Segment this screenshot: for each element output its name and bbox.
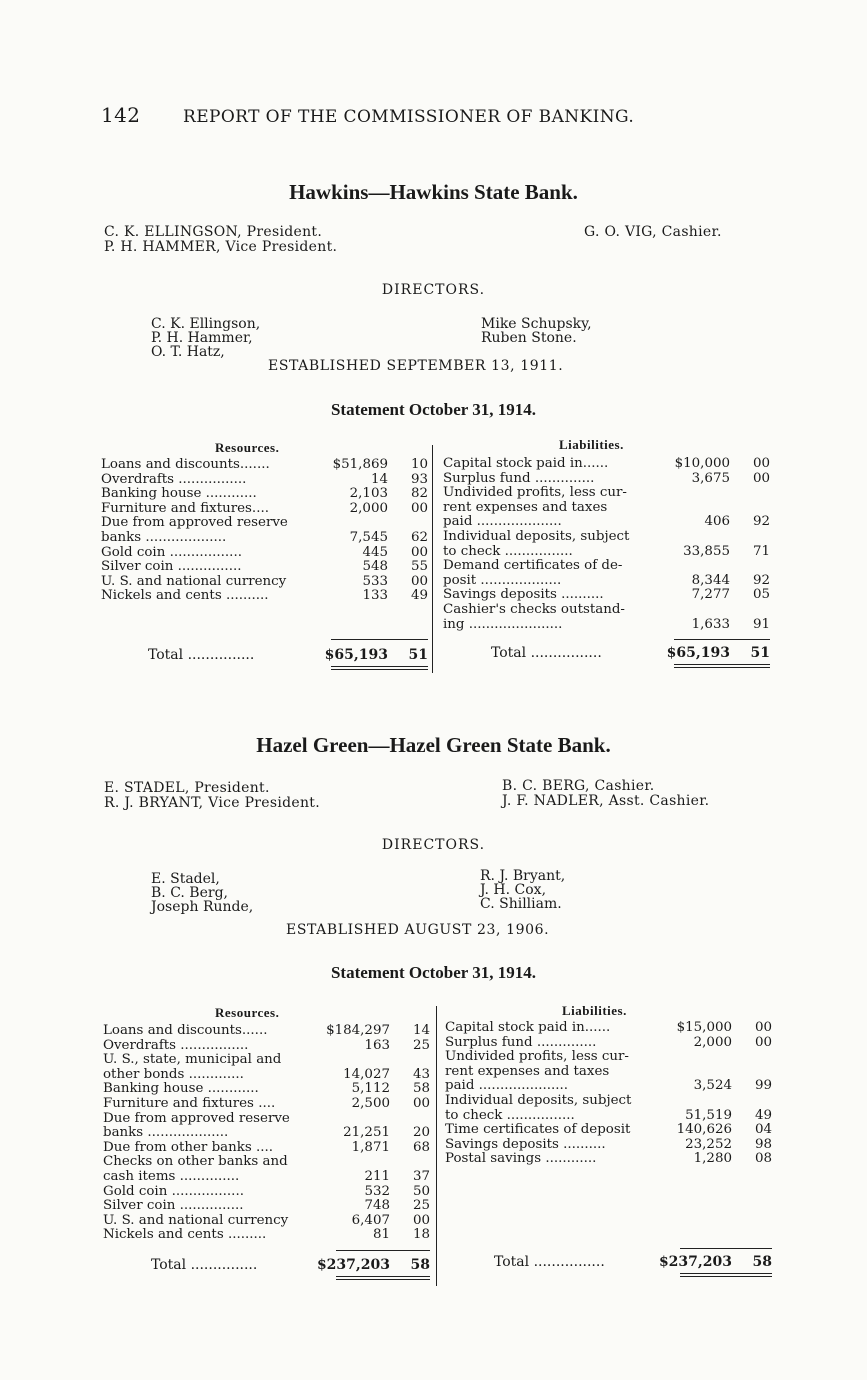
row-label: Silver coin ............... [101, 559, 242, 575]
officers-right [584, 225, 722, 240]
statement-row [445, 1036, 772, 1051]
row-cents: 43 [412, 1066, 430, 1082]
total-double-rule [680, 1273, 772, 1277]
row-label: Savings deposits .......... [445, 1136, 606, 1152]
statement-row [103, 1068, 430, 1083]
statement-row [103, 1097, 430, 1112]
row-label: ing ...................... [443, 616, 563, 632]
row-label: Silver coin ............... [103, 1198, 244, 1214]
row-cents: 92 [752, 514, 770, 530]
row-cents: 49 [754, 1107, 772, 1123]
statement-row [443, 472, 770, 487]
row-label: Gold coin ................. [103, 1183, 244, 1199]
page-number: 142 [101, 103, 141, 127]
statement-row [443, 457, 770, 472]
statement-row [101, 575, 428, 590]
officer: R. J. BRYANT, Vice President. [104, 795, 320, 811]
row-amount: $10,000 [674, 456, 730, 471]
resources-table [103, 1024, 430, 1243]
established-date: ESTABLISHED SEPTEMBER 13, 1911. [268, 358, 564, 374]
row-label: Postal savings ............ [445, 1151, 597, 1167]
row-label: Nickels and cents .......... [101, 588, 269, 604]
row-cents: 93 [410, 471, 428, 487]
row-cents: 91 [752, 616, 770, 632]
statement-row [103, 1155, 430, 1170]
row-amount: $184,297 [326, 1023, 390, 1038]
statement-row [443, 515, 770, 530]
director-name: C. K. Ellingson, [151, 316, 261, 332]
statement-row [103, 1141, 430, 1156]
director-name: Ruben Stone. [481, 330, 577, 346]
resources-table [101, 458, 428, 604]
statement-row [103, 1199, 430, 1214]
statement-row [443, 574, 770, 589]
row-label: to check ................ [443, 543, 573, 559]
total-cents: 51 [750, 645, 770, 661]
statement-row [443, 501, 770, 516]
statement-row [101, 502, 428, 517]
statement-row [101, 531, 428, 546]
statement-heading: Statement October 31, 1914. [330, 400, 537, 419]
statement-row [445, 1138, 772, 1153]
report-title: REPORT OF THE COMMISSIONER OF BANKING. [183, 107, 635, 127]
total-row [148, 647, 428, 663]
subtotal-rule [680, 1248, 772, 1249]
statement-heading: Statement October 31, 1914. [330, 963, 537, 982]
statement-row [445, 1079, 772, 1094]
officer: G. O. VIG, Cashier. [584, 224, 722, 240]
row-label: Cashier's checks outstand- [443, 601, 625, 617]
row-label: Checks on other banks and [103, 1154, 288, 1170]
total-label: Total ................ [494, 1254, 605, 1270]
row-cents: 00 [412, 1212, 430, 1228]
row-amount: 2,500 [351, 1095, 390, 1111]
row-label: cash items .............. [103, 1168, 240, 1184]
total-cents: 51 [408, 647, 428, 663]
established-date: ESTABLISHED AUGUST 23, 1906. [286, 922, 550, 938]
row-label: Individual deposits, subject [445, 1092, 632, 1108]
statement-row [101, 589, 428, 604]
row-label: Banking house ............ [101, 486, 257, 502]
statement-row [443, 559, 770, 574]
row-cents: 00 [752, 470, 770, 486]
director-name: E. Stadel, [151, 871, 220, 887]
row-cents: 14 [412, 1023, 430, 1038]
directors-left [151, 317, 260, 359]
row-label: Time certificates of deposit [445, 1122, 631, 1138]
officer: B. C. BERG, Cashier. [502, 778, 655, 794]
row-label: to check ................ [445, 1107, 575, 1123]
liabilities-table [445, 1021, 772, 1167]
row-amount: 406 [704, 514, 730, 530]
row-amount: 3,524 [693, 1078, 732, 1094]
statement-row [443, 530, 770, 545]
director-name: P. H. Hammer, [151, 330, 253, 346]
statement-row [103, 1126, 430, 1141]
statement-row [103, 1228, 430, 1243]
row-cents: 25 [412, 1037, 430, 1053]
officers-right [502, 779, 709, 809]
liabilities-heading: Liabilities. [562, 1003, 627, 1018]
total-row [491, 645, 770, 661]
statement-row [445, 1021, 772, 1036]
total-label: Total ................ [491, 645, 602, 661]
row-cents: 49 [410, 588, 428, 604]
liabilities-heading: Liabilities. [559, 437, 624, 452]
row-amount: 14,027 [343, 1066, 390, 1082]
total-amount: $237,203 [316, 1257, 390, 1273]
row-label: Overdrafts ................ [103, 1037, 249, 1053]
row-cents: 58 [412, 1081, 430, 1097]
row-cents: 98 [754, 1136, 772, 1152]
total-amount: $237,203 [658, 1254, 732, 1270]
statement-row [445, 1050, 772, 1065]
statement-row [103, 1082, 430, 1097]
statement-row [443, 486, 770, 501]
row-cents: 25 [412, 1198, 430, 1214]
row-cents: 18 [412, 1227, 430, 1243]
row-amount: 33,855 [683, 543, 730, 559]
row-amount: 6,407 [351, 1212, 390, 1228]
row-amount: 7,545 [349, 529, 388, 545]
total-double-rule [331, 666, 428, 670]
row-label: Surplus fund .............. [445, 1034, 597, 1050]
row-cents: 00 [412, 1095, 430, 1111]
row-amount: $15,000 [676, 1020, 732, 1035]
statement-row [103, 1039, 430, 1054]
row-amount: 133 [362, 588, 388, 604]
row-cents: 05 [752, 587, 770, 603]
row-cents: 10 [410, 457, 428, 472]
row-label: Overdrafts ................ [101, 471, 247, 487]
statement-row [443, 588, 770, 603]
row-amount: 1,633 [691, 616, 730, 632]
statement-row [103, 1214, 430, 1229]
row-amount: 211 [364, 1168, 390, 1184]
row-label: Savings deposits .......... [443, 587, 604, 603]
row-cents: 71 [752, 543, 770, 559]
total-row [151, 1257, 430, 1273]
statement-row [103, 1053, 430, 1068]
officer: J. F. NADLER, Asst. Cashier. [502, 793, 710, 809]
statement-row [101, 487, 428, 502]
row-label: U. S. and national currency [101, 573, 287, 589]
row-label: Due from approved reserve [103, 1110, 290, 1126]
row-amount: 163 [364, 1037, 390, 1053]
row-label: banks ................... [103, 1125, 229, 1141]
row-label: Undivided profits, less cur- [443, 485, 627, 501]
total-cents: 58 [752, 1254, 772, 1270]
row-amount: 533 [362, 573, 388, 589]
directors-right [480, 869, 565, 911]
total-amount: $65,193 [666, 645, 730, 661]
statement-row [445, 1152, 772, 1167]
row-amount: 1,871 [351, 1139, 390, 1155]
row-amount: 14 [370, 471, 388, 487]
statement-row [101, 473, 428, 488]
row-cents: 82 [410, 486, 428, 502]
row-label: Due from approved reserve [101, 515, 288, 531]
row-label: Undivided profits, less cur- [445, 1049, 629, 1065]
row-cents: 55 [410, 559, 428, 575]
officer: E. STADEL, President. [104, 780, 270, 796]
resources-heading: Resources. [215, 440, 280, 455]
row-cents: 04 [754, 1122, 772, 1138]
page-header [101, 103, 701, 127]
row-cents: 20 [412, 1125, 430, 1141]
statement-row [445, 1109, 772, 1124]
statement-row [103, 1185, 430, 1200]
row-cents: 00 [410, 544, 428, 560]
row-amount: 23,252 [685, 1136, 732, 1152]
bank-title: Hazel Green—Hazel Green State Bank. [256, 733, 611, 757]
row-amount: 532 [364, 1183, 390, 1199]
row-cents: 50 [412, 1183, 430, 1199]
row-amount: 2,000 [693, 1034, 732, 1050]
row-amount: 3,675 [691, 470, 730, 486]
subtotal-rule [336, 1250, 430, 1251]
column-divider [432, 445, 433, 673]
statement-row [445, 1094, 772, 1109]
officers-left [104, 225, 337, 255]
statement-row [101, 458, 428, 473]
row-label: Gold coin ................. [101, 544, 242, 560]
row-cents: 00 [754, 1034, 772, 1050]
row-label: Capital stock paid in...... [445, 1020, 611, 1035]
row-label: U. S. and national currency [103, 1212, 289, 1228]
director-name: C. Shilliam. [480, 896, 562, 912]
row-amount: 81 [372, 1227, 390, 1243]
row-label: banks ................... [101, 529, 227, 545]
officer: P. H. HAMMER, Vice President. [104, 239, 338, 255]
directors-left [151, 872, 253, 914]
row-amount: 7,277 [691, 587, 730, 603]
directors-right [481, 317, 592, 345]
row-amount: 2,103 [349, 486, 388, 502]
row-label: Furniture and fixtures .... [103, 1095, 276, 1111]
row-cents: 08 [754, 1151, 772, 1167]
director-name: O. T. Hatz, [151, 344, 225, 360]
subtotal-rule [331, 639, 428, 640]
row-amount: 548 [362, 559, 388, 575]
statement-row [103, 1024, 430, 1039]
row-label: posit ................... [443, 572, 562, 588]
statement-row [101, 546, 428, 561]
total-row [494, 1254, 772, 1270]
director-name: J. H. Cox, [480, 882, 547, 898]
total-label: Total ............... [151, 1257, 258, 1273]
row-label: paid ..................... [445, 1078, 569, 1094]
row-cents: 68 [412, 1139, 430, 1155]
director-name: Mike Schupsky, [481, 316, 592, 332]
statement-row [445, 1123, 772, 1138]
row-label: Capital stock paid in...... [443, 456, 609, 471]
row-label: other bonds ............. [103, 1066, 244, 1082]
row-label: Surplus fund .............. [443, 470, 595, 486]
statement-row [101, 516, 428, 531]
statement-row [443, 618, 770, 633]
row-cents: 00 [754, 1020, 772, 1035]
row-cents: 00 [410, 500, 428, 516]
row-amount: 1,280 [693, 1151, 732, 1167]
row-amount: 5,112 [351, 1081, 390, 1097]
total-double-rule [674, 664, 770, 668]
row-amount: 2,000 [349, 500, 388, 516]
row-amount: 748 [364, 1198, 390, 1214]
bank-title: Hawkins—Hawkins State Bank. [289, 180, 578, 204]
row-label: rent expenses and taxes [443, 499, 608, 515]
row-label: U. S., state, municipal and [103, 1052, 282, 1068]
resources-heading: Resources. [215, 1005, 280, 1020]
row-label: Loans and discounts....... [101, 457, 270, 472]
total-double-rule [336, 1276, 430, 1280]
statement-row [103, 1170, 430, 1185]
statement-row [103, 1112, 430, 1127]
row-cents: 37 [412, 1168, 430, 1184]
statement-row [443, 545, 770, 560]
row-cents: 00 [752, 456, 770, 471]
total-cents: 58 [410, 1257, 430, 1273]
statement-row [445, 1065, 772, 1080]
directors-heading: DIRECTORS. [381, 837, 486, 853]
row-amount: 51,519 [685, 1107, 732, 1123]
liabilities-table [443, 457, 770, 632]
statement-row [443, 603, 770, 618]
row-amount: 21,251 [343, 1125, 390, 1141]
director-name: R. J. Bryant, [480, 868, 566, 884]
row-label: paid .................... [443, 514, 562, 530]
subtotal-rule [674, 639, 770, 640]
total-amount: $65,193 [324, 647, 388, 663]
row-cents: 92 [752, 572, 770, 588]
director-name: B. C. Berg, [151, 885, 228, 901]
director-name: Joseph Runde, [151, 899, 254, 915]
statement-row [101, 560, 428, 575]
row-label: rent expenses and taxes [445, 1063, 610, 1079]
row-label: Nickels and cents ......... [103, 1227, 267, 1243]
row-label: Demand certificates of de- [443, 558, 623, 574]
total-label: Total ............... [148, 647, 255, 663]
directors-heading: DIRECTORS. [381, 282, 486, 298]
row-cents: 00 [410, 573, 428, 589]
row-amount: 445 [362, 544, 388, 560]
row-cents: 62 [410, 529, 428, 545]
row-label: Loans and discounts...... [103, 1023, 268, 1038]
row-label: Furniture and fixtures.... [101, 500, 269, 516]
column-divider [436, 1006, 437, 1286]
row-label: Individual deposits, subject [443, 528, 630, 544]
row-amount: 140,626 [676, 1122, 732, 1138]
row-label: Banking house ............ [103, 1081, 259, 1097]
row-amount: $51,869 [332, 457, 388, 472]
officers-left [104, 781, 320, 811]
row-cents: 99 [754, 1078, 772, 1094]
officer: C. K. ELLINGSON, President. [104, 224, 323, 240]
row-amount: 8,344 [691, 572, 730, 588]
row-label: Due from other banks .... [103, 1139, 274, 1155]
